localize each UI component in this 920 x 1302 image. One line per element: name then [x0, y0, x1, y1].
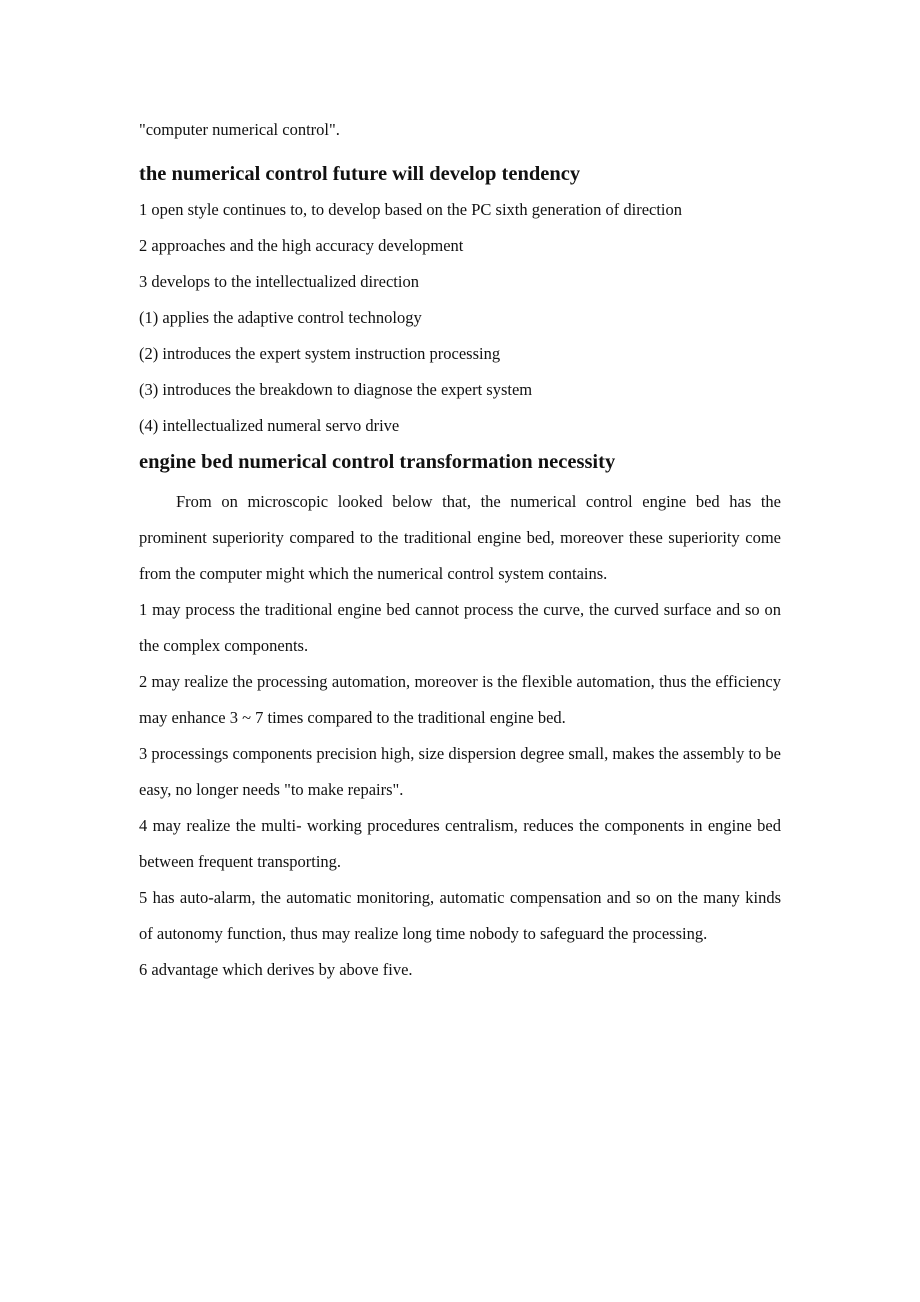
document-page — [139, 116, 781, 988]
list-item: 1 may process the traditional engine bed cannot process the curve, the curved surface and so on the complex components. — [139, 600, 781, 655]
advantages-list — [139, 592, 781, 988]
list-item: 2 may realize the processing automation, moreover is the flexible automation, thus the efficiency may enhance 3 ~ 7 times compared to the traditional engine bed. — [139, 672, 781, 727]
list-item: 3 processings components precision high, size dispersion degree small, makes the assembly to be easy, no longer needs "to make repairs". — [139, 744, 781, 799]
list-item: (1) applies the adaptive control technology — [139, 308, 422, 327]
list-item: 2 approaches and the high accuracy development — [139, 236, 464, 255]
list-item: 1 open style continues to, to develop based on the PC sixth generation of direction — [139, 200, 683, 219]
list-item: 6 advantage which derives by above five. — [139, 960, 413, 979]
intro-line: "computer numerical control". — [139, 120, 340, 139]
section-heading-tendency: the numerical control future will develop tendency — [139, 163, 581, 185]
intro-paragraph: From on microscopic looked below that, the numerical control engine bed has the prominent superiority compared to the traditional engine bed, moreover these superiority come from the computer might which the numerical control system contains. — [139, 492, 781, 583]
section-heading-necessity: engine bed numerical control transformation necessity — [139, 451, 616, 473]
list-item: (3) introduces the breakdown to diagnose the expert system — [139, 380, 533, 399]
list-item: (2) introduces the expert system instruction processing — [139, 344, 501, 363]
tendency-list — [139, 192, 781, 444]
list-item: 5 has auto-alarm, the automatic monitoring, automatic compensation and so on the many kinds of autonomy function, thus may realize long time nobody to safeguard the processing. — [139, 888, 781, 943]
list-item: 3 develops to the intellectualized direction — [139, 272, 419, 291]
list-item: (4) intellectualized numeral servo drive — [139, 416, 400, 435]
list-item: 4 may realize the multi- working procedures centralism, reduces the components in engine bed between frequent transporting. — [139, 816, 781, 871]
